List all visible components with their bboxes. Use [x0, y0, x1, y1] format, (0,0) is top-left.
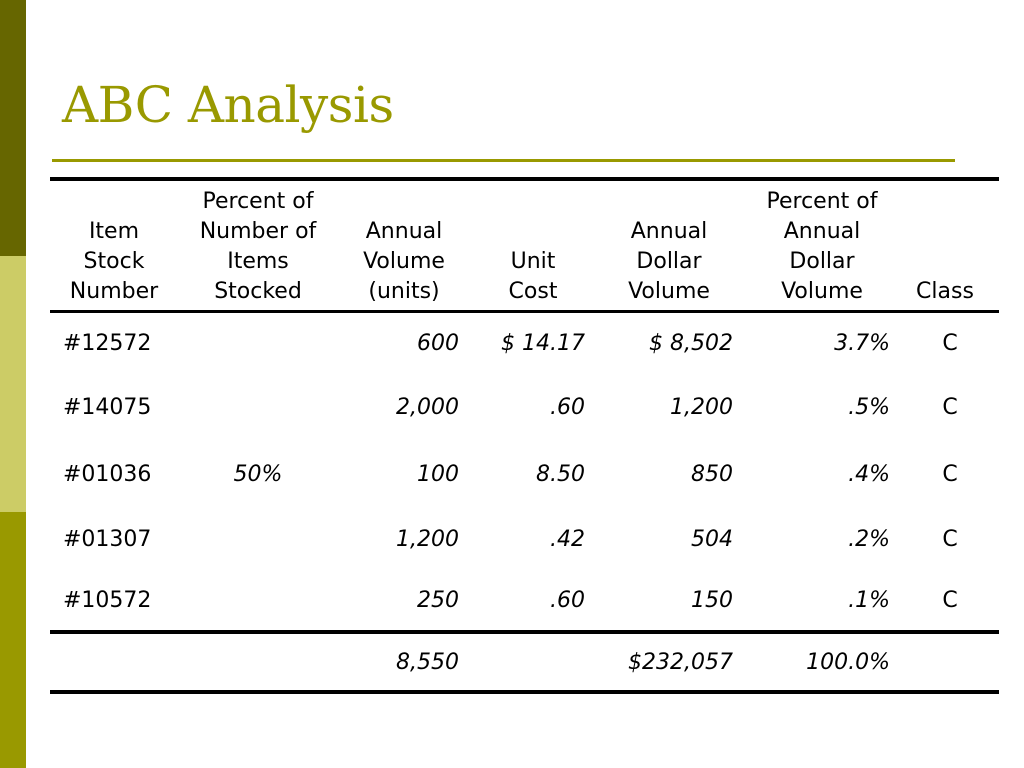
- column-header-line: Class: [916, 279, 974, 304]
- percent-cell: .2%: [848, 527, 890, 552]
- total-dollar-cell: $232,057: [628, 650, 733, 675]
- dollar-cell: 850: [691, 462, 733, 487]
- sidebar-segment-top: [0, 0, 26, 256]
- column-header-line: Stock: [83, 249, 145, 274]
- column-header-line: Annual: [365, 219, 443, 244]
- class-cell: C: [942, 331, 958, 356]
- item-number-cell: #01307: [63, 527, 152, 552]
- column-header: [916, 277, 974, 307]
- volume-cell: 600: [417, 331, 459, 356]
- volume-cell: 2,000: [396, 395, 459, 420]
- column-header-line: Dollar: [789, 249, 855, 274]
- total-percent-cell: 100.0%: [806, 650, 890, 675]
- sidebar-decoration: [0, 0, 26, 768]
- table-total-rule: [50, 630, 999, 634]
- table-top-rule: [50, 177, 999, 181]
- column-header: [70, 217, 158, 307]
- dollar-cell: 1,200: [670, 395, 733, 420]
- class-cell: C: [942, 527, 958, 552]
- percent-items-cell: 50%: [233, 462, 283, 487]
- item-number-cell: #10572: [63, 588, 152, 613]
- sidebar-segment-middle: [0, 256, 26, 512]
- column-header-line: Dollar: [636, 249, 702, 274]
- column-header-line: Percent of: [202, 189, 314, 214]
- percent-cell: 3.7%: [834, 331, 890, 356]
- cost-cell: $ 14.17: [501, 331, 585, 356]
- column-header-line: Volume: [628, 279, 710, 304]
- class-cell: C: [942, 588, 958, 613]
- total-volume-cell: 8,550: [396, 650, 459, 675]
- percent-cell: .5%: [848, 395, 890, 420]
- title-underline: [52, 159, 955, 162]
- column-header-line: (units): [368, 279, 440, 304]
- volume-cell: 100: [417, 462, 459, 487]
- column-header-line: Annual: [630, 219, 708, 244]
- column-header-line: Cost: [508, 279, 558, 304]
- column-header: [363, 217, 445, 307]
- volume-cell: 250: [417, 588, 459, 613]
- column-header-line: Stocked: [214, 279, 302, 304]
- column-header: [628, 217, 710, 307]
- column-header-line: Item: [88, 219, 140, 244]
- cost-cell: .42: [550, 527, 585, 552]
- dollar-cell: 504: [691, 527, 733, 552]
- volume-cell: 1,200: [396, 527, 459, 552]
- cost-cell: 8.50: [536, 462, 585, 487]
- cost-cell: .60: [550, 588, 585, 613]
- column-header-line: Volume: [363, 249, 445, 274]
- class-cell: C: [942, 462, 958, 487]
- item-number-cell: #01036: [63, 462, 152, 487]
- class-cell: C: [942, 395, 958, 420]
- column-header-line: Unit: [510, 249, 556, 274]
- cost-cell: .60: [550, 395, 585, 420]
- column-header-line: Items: [227, 249, 289, 274]
- item-number-cell: #14075: [63, 395, 152, 420]
- dollar-cell: 150: [691, 588, 733, 613]
- column-header-line: Number: [69, 279, 159, 304]
- column-header: [509, 247, 558, 307]
- percent-cell: .4%: [848, 462, 890, 487]
- percent-cell: .1%: [848, 588, 890, 613]
- column-header: [200, 187, 317, 307]
- column-header-line: Volume: [781, 279, 863, 304]
- sidebar-segment-bottom: [0, 512, 26, 768]
- item-number-cell: #12572: [63, 331, 152, 356]
- dollar-cell: $ 8,502: [649, 331, 733, 356]
- slide-title: ABC Analysis: [62, 76, 394, 134]
- column-header-line: Annual: [783, 219, 861, 244]
- table-bottom-rule: [50, 690, 999, 694]
- column-header-line: Number of: [199, 219, 317, 244]
- column-header: [767, 187, 878, 307]
- column-header-line: Percent of: [766, 189, 878, 214]
- table-header-rule: [50, 310, 999, 313]
